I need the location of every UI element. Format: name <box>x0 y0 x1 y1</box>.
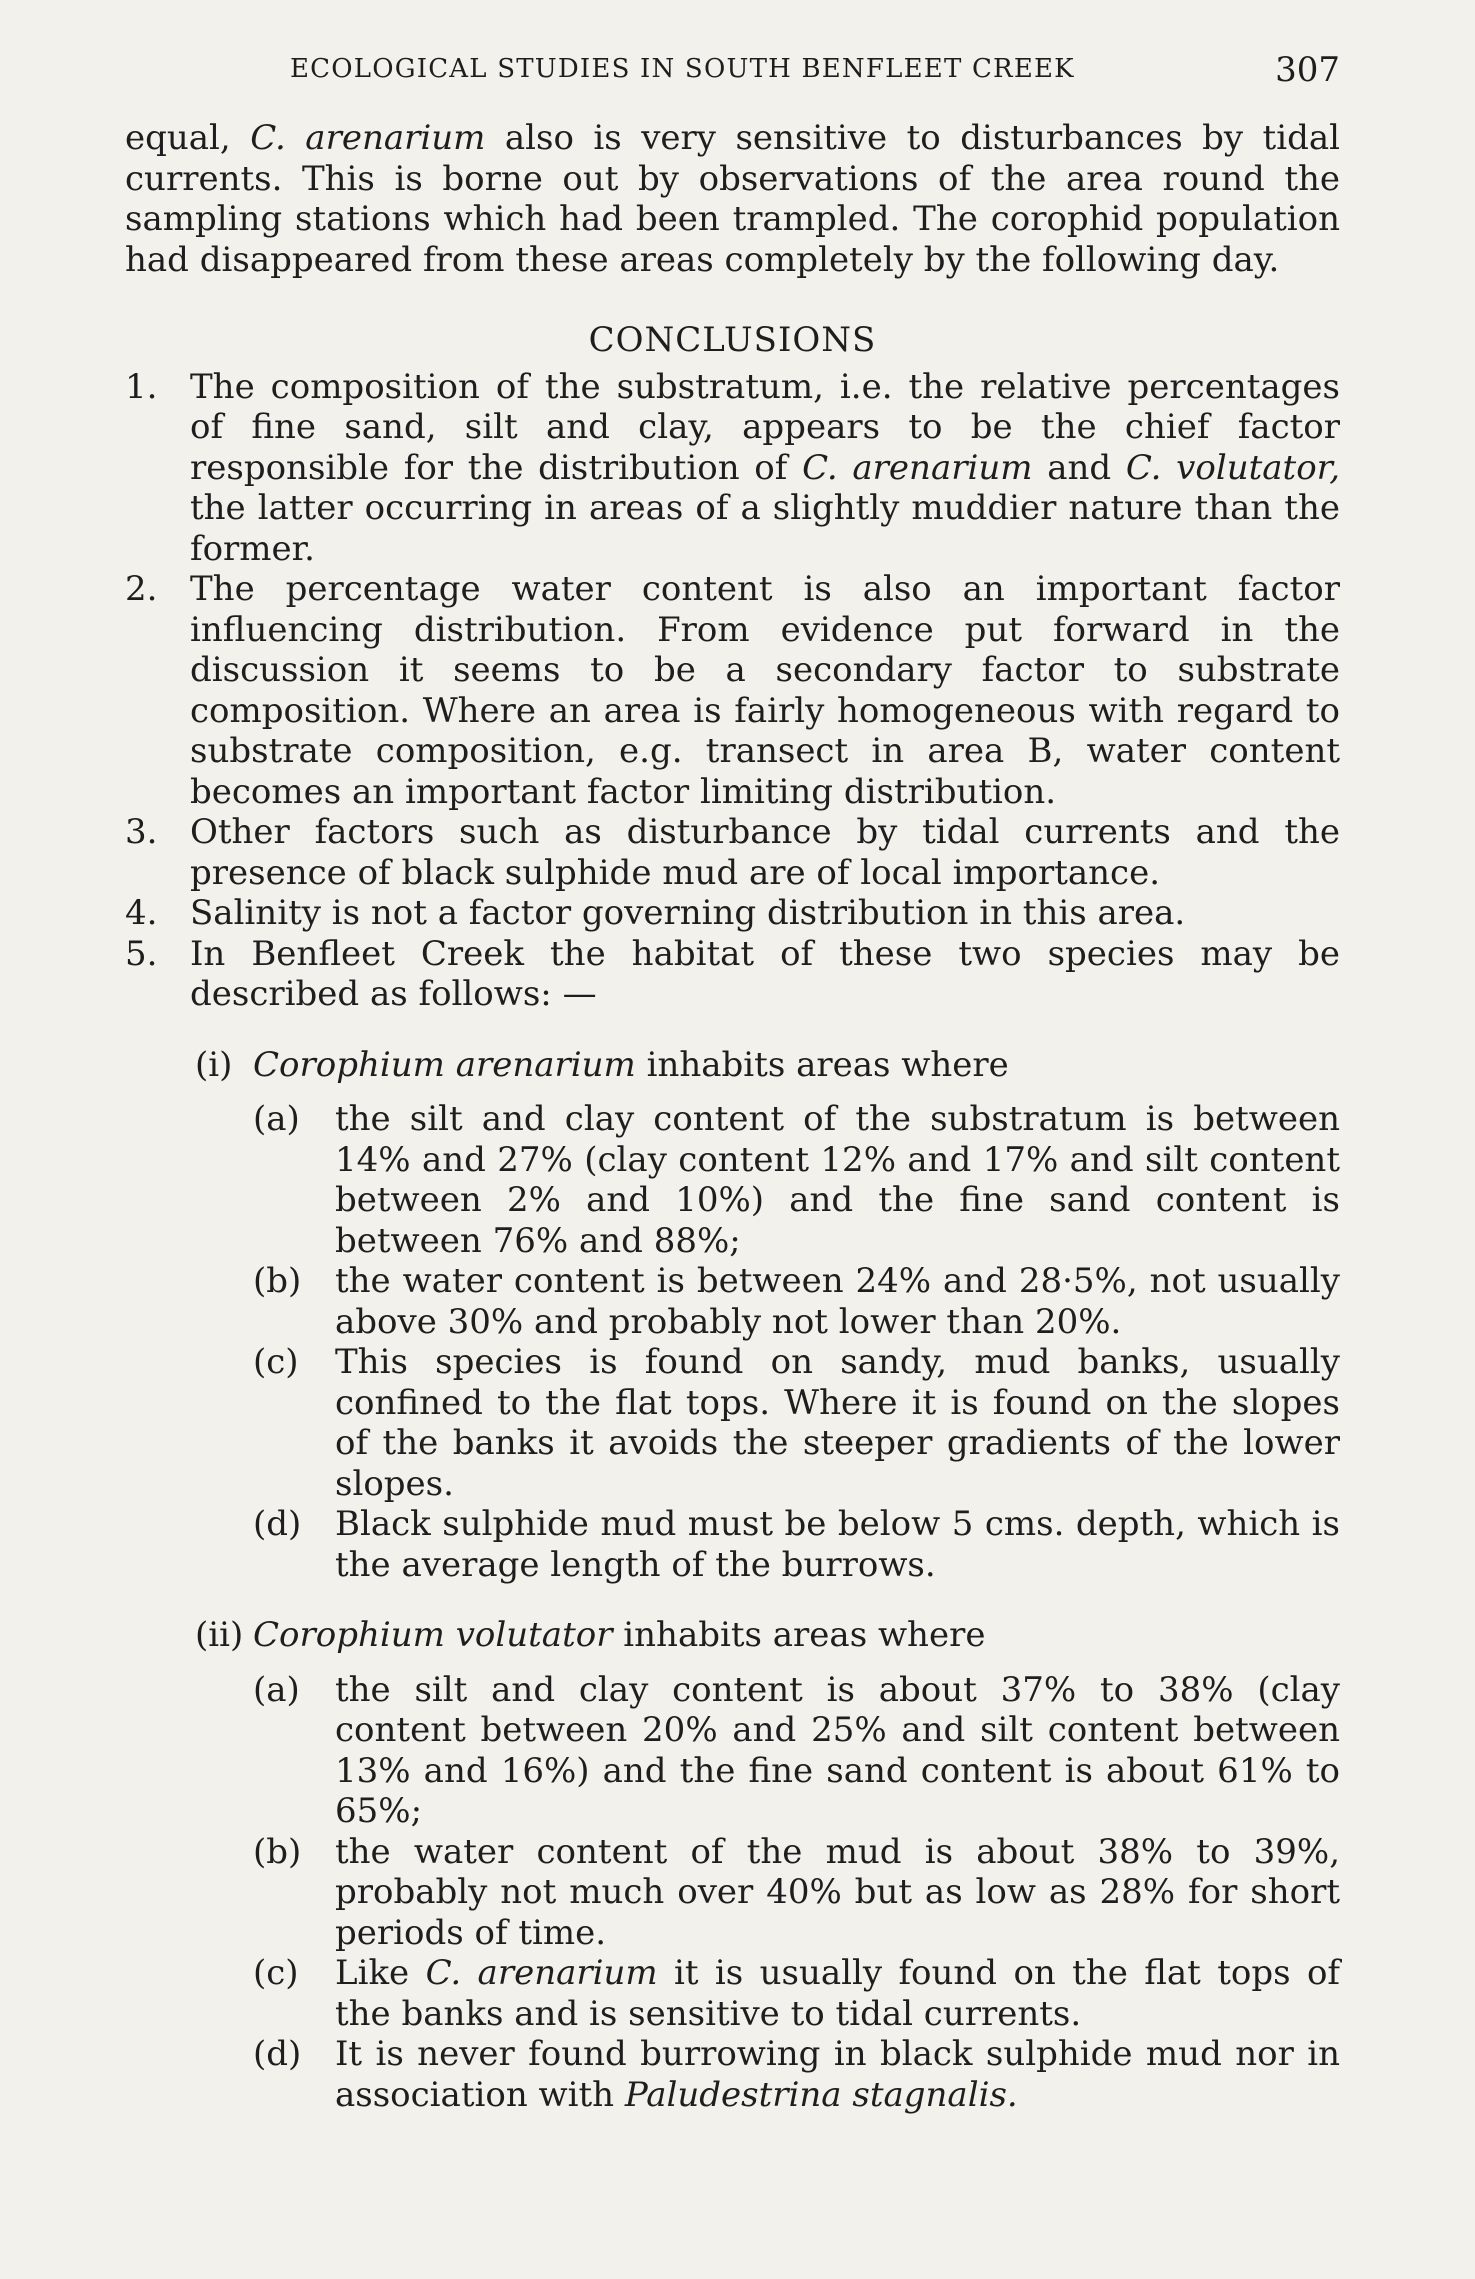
item-letter: (c) <box>253 1953 299 1993</box>
item-text: the latter occurring in areas of a slightly muddier nature than the former. <box>190 488 1340 569</box>
intro-paragraph <box>125 118 1340 280</box>
item-text: Black sulphide mud must be below 5 cms. depth, which is the average length of the burrows. <box>335 1504 1340 1585</box>
species-heading-text: inhabits areas where <box>612 1615 986 1655</box>
conclusion-item-4 <box>125 893 1340 934</box>
habitat-item <box>125 1261 1340 1342</box>
item-number: 1. <box>125 366 158 407</box>
item-text: the water content is between 24% and 28·5%, not usually above 30% and probably not lower than 20%. <box>335 1261 1340 1342</box>
species-name: C. arenarium <box>802 447 1033 488</box>
item-text: In Benfleet Creek the habitat of these two species may be described as follows: — <box>190 933 1340 1014</box>
species-heading-arenarium <box>125 1045 1340 1086</box>
habitat-item <box>125 2034 1340 2115</box>
species-heading-text: inhabits areas where <box>635 1044 1009 1085</box>
species-heading-volutator <box>125 1615 1340 1656</box>
species-name: C. arenarium <box>425 1953 658 1993</box>
item-text: the water content of the mud is about 38% to 39%, probably not much over 40% but as low as 28% for short periods of time. <box>335 1831 1340 1953</box>
habitat-item <box>125 1099 1340 1261</box>
item-text: the silt and clay content is about 37% to 38% (clay content between 20% and 25% and silt content between 13% and 16%) and the fine sand content is about 61% to 65%; <box>335 1669 1340 1831</box>
item-text: Like <box>335 1953 426 1993</box>
item-letter: (d) <box>253 1504 302 1544</box>
page-header <box>125 50 1340 100</box>
item-number: 4. <box>125 893 158 933</box>
page-number: 307 <box>1275 50 1340 90</box>
section-title: CONCLUSIONS <box>588 320 877 360</box>
conclusion-item-3 <box>125 812 1340 893</box>
habitat-item <box>125 1832 1340 1954</box>
species-name: C. volutator, <box>1125 447 1341 488</box>
item-letter: (c) <box>253 1342 299 1382</box>
item-letter: (b) <box>253 1831 302 1872</box>
item-letter: (b) <box>253 1261 302 1301</box>
item-text: Other factors such as disturbance by tidal currents and the presence of black sulphide mud are of local importance. <box>190 812 1340 893</box>
habitat-item <box>125 1670 1340 1832</box>
item-letter: (a) <box>253 1099 300 1139</box>
item-text: it is usually found on the flat tops of the banks and is sensitive to tidal currents. <box>335 1953 1340 2034</box>
item-text: and <box>1032 447 1126 488</box>
item-text: the silt and clay content of the substratum is between 14% and 27% (clay content 12% and 17% and silt content between 2% and 10%) and the fine sand content is between 76% and 88%; <box>335 1099 1340 1261</box>
species-name: Corophium volutator <box>253 1615 613 1655</box>
item-number: 5. <box>125 933 158 974</box>
item-letter: (a) <box>253 1669 300 1710</box>
intro-text-end: also is very sensitive to disturbances by tidal currents. This is borne out by observations of the area round the sampling stations which had been trampled. The corophid population had disappeared from these areas completely by the following day. <box>125 118 1341 280</box>
intro-text-start: equal, <box>125 118 251 158</box>
habitat-item <box>125 1342 1340 1504</box>
conclusion-item-1 <box>125 367 1340 570</box>
item-text: The percentage water content is also an important factor influencing distribution. From evidence put forward in the discussion it seems to be a secondary factor to substrate composition. Where an area is fairly homogeneous with regard to substrate composition, e.g. transect in area B, water content becomes an important factor limiting distribution. <box>190 569 1340 812</box>
item-text: Salinity is not a factor governing distribution in this area. <box>190 893 1186 933</box>
conclusion-item-5 <box>125 934 1340 1015</box>
species-name: C. arenarium <box>250 118 486 158</box>
page-body <box>125 118 1340 2115</box>
conclusion-item-2 <box>125 569 1340 812</box>
roman-numeral: (i) <box>195 1044 233 1085</box>
item-number: 3. <box>125 812 158 852</box>
species-name: Corophium arenarium <box>253 1044 636 1085</box>
item-text: It is never found burrowing in black sulphide mud nor in association with <box>335 2034 1340 2115</box>
species-name: Paludestrina stagnalis. <box>624 2074 1018 2115</box>
item-text: The composition of the substratum, i.e. the relative percentages of fine sand, silt and clay, appears to be the chief factor responsible for the distribution of <box>190 366 1340 488</box>
running-head: ECOLOGICAL STUDIES IN SOUTH BENFLEET CREEK <box>290 54 1075 84</box>
item-number: 2. <box>125 569 158 609</box>
habitat-item <box>125 1504 1340 1585</box>
habitat-item <box>125 1953 1340 2034</box>
item-text: This species is found on sandy, mud banks, usually confined to the flat tops. Where it is found on the slopes of the banks it avoids the steeper gradients of the lower slopes. <box>335 1342 1340 1504</box>
item-letter: (d) <box>253 2034 302 2074</box>
roman-numeral: (ii) <box>195 1615 244 1655</box>
